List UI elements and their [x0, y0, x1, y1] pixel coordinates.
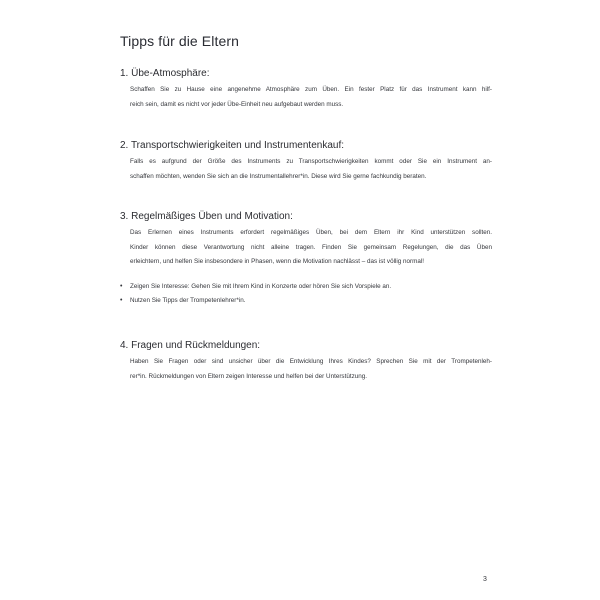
section-questions-feedback: [120, 340, 492, 384]
section-regular-practice: [120, 211, 492, 309]
paragraph-line: erleichtern, und helfen Sie insbesondere in Phasen, wenn die Motivation nachlässt – das ist völlig normal!: [130, 258, 425, 265]
section-body: [130, 83, 492, 112]
paragraph-line: reich sein, damit es nicht vor jeder Übe-Einheit neu aufgebaut werden muss.: [130, 100, 344, 108]
page-number: 3: [483, 576, 487, 583]
section-heading: 3. Regelmäßiges Üben und Motivation:: [120, 211, 293, 222]
paragraph-line: Schaffen Sie zu Hause eine angenehme Atmosphäre zum Üben. Ein fester Platz für das Instrument kann hilf-: [130, 86, 492, 93]
paragraph-line: Kinder können diese Verantwortung nicht alleine tragen. Finden Sie gemeinsam Regelungen, die das Üben: [130, 243, 492, 251]
paragraph-line: Das Erlernen eines Instruments erfordert regelmäßiges Üben, bei dem Eltern ihr Kind unterstützen sollten.: [130, 229, 492, 236]
section-body: [130, 355, 492, 384]
section-body: [130, 226, 492, 270]
bullet-icon: •: [120, 282, 123, 290]
section-heading: 1. Übe-Atmosphäre:: [120, 68, 210, 79]
paragraph-line: rer*in. Rückmeldungen von Eltern zeigen Interesse und helfen bei der Unterstützung.: [130, 372, 367, 380]
section-practice-atmosphere: [120, 68, 492, 112]
paragraph-line: Haben Sie Fragen oder sind unsicher über die Entwicklung Ihres Kindes? Sprechen Sie mit der Trompetenleh-: [130, 358, 492, 365]
section-body: [130, 155, 492, 184]
section-heading: 2. Transportschwierigkeiten und Instrumentenkauf:: [120, 140, 345, 151]
list-item-text: Zeigen Sie Interesse: Gehen Sie mit Ihrem Kind in Konzerte oder hören Sie sich Vorspiele an.: [130, 282, 392, 290]
section-transport-purchase: [120, 140, 492, 184]
paragraph-line: Falls es aufgrund der Größe des Instruments zu Transportschwierigkeiten kommt oder Sie ein Instrument an-: [130, 158, 492, 165]
bullet-icon: •: [120, 297, 123, 304]
page-title: Tipps für die Eltern: [120, 33, 239, 50]
list-item-text: Nutzen Sie Tipps der Trompetenlehrer*in.: [130, 297, 246, 304]
section-heading: 4. Fragen und Rückmeldungen:: [120, 340, 261, 351]
paragraph-line: schaffen möchten, wenden Sie sich an die Instrumentallehrer*in. Diese wird Sie gerne fachkundig beraten.: [130, 172, 427, 180]
list-item: [120, 294, 492, 309]
list-item: [120, 280, 492, 295]
bullet-list: [120, 280, 492, 309]
